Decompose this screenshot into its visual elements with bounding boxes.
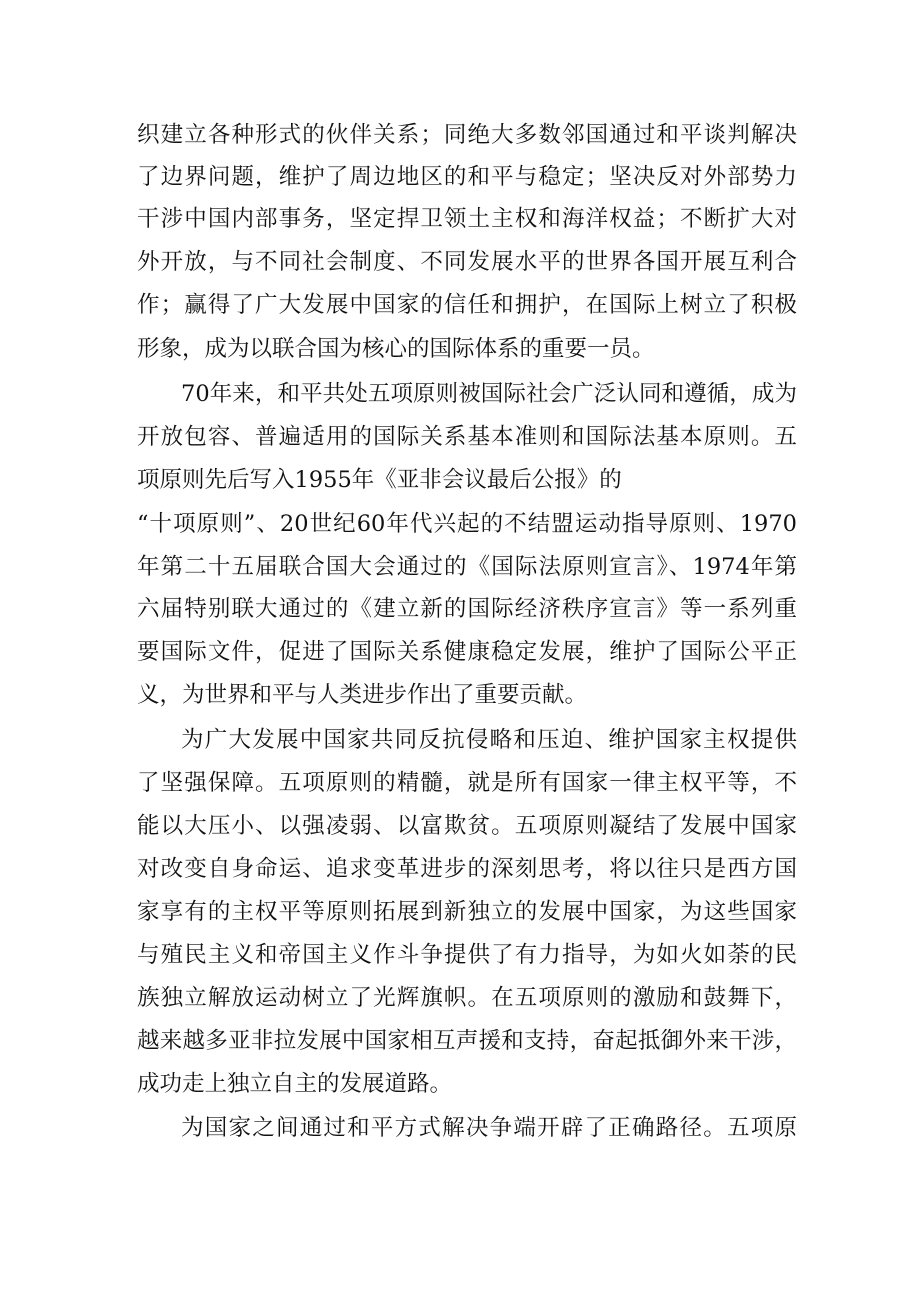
- text-line: 能以大压小、以强凌弱、以富欺贫。五项原则凝结了发展中国家: [137, 813, 797, 839]
- text-line: 项原则先后写入1955年《亚非会议最后公报》的: [137, 467, 622, 493]
- text-line: 外开放，与不同社会制度、不同发展水平的世界各国开展互利合: [137, 249, 797, 275]
- text-line: 越来越多亚非拉发展中国家相互声援和支持，奋起抵御外来干涉，: [137, 1028, 797, 1054]
- text-line: 族独立解放运动树立了光辉旗帜。在五项原则的激励和鼓舞下，: [137, 985, 797, 1011]
- text-line: 织建立各种形式的伙伴关系；同绝大多数邻国通过和平谈判解决: [137, 122, 797, 148]
- text-line: 成功走上独立自主的发展道路。: [137, 1071, 453, 1097]
- text-line: 家享有的主权平等原则拓展到新独立的发展中国家，为这些国家: [137, 899, 797, 925]
- text-line: 与殖民主义和帝国主义作斗争提供了有力指导，为如火如荼的民: [137, 942, 797, 968]
- text-line: 年第二十五届联合国大会通过的《国际法原则宣言》、1974年第: [137, 554, 797, 580]
- text-line: 开放包容、普遍适用的国际关系基本准则和国际法基本原则。五: [137, 424, 797, 450]
- text-line: 了边界问题，维护了周边地区的和平与稳定；坚决反对外部势力: [137, 164, 797, 190]
- text-line: 对改变自身命运、追求变革进步的深刻思考，将以往只是西方国: [137, 856, 797, 882]
- text-line: 了坚强保障。五项原则的精髓，就是所有国家一律主权平等，不: [137, 770, 797, 796]
- text-line: 为国家之间通过和平方式解决争端开辟了正确路径。五项原: [181, 1115, 797, 1141]
- text-line: “十项原则”、20世纪60年代兴起的不结盟运动指导原则、1970: [137, 511, 797, 537]
- text-line: 干涉中国内部事务，坚定捍卫领土主权和海洋权益；不断扩大对: [137, 206, 797, 232]
- text-line: 义，为世界和平与人类进步作出了重要贡献。: [137, 682, 588, 708]
- text-line: 六届特别联大通过的《建立新的国际经济秩序宣言》等一系列重: [137, 596, 797, 622]
- text-line: 70年来，和平共处五项原则被国际社会广泛认同和遵循，成为: [181, 381, 797, 407]
- text-line: 作；赢得了广大发展中国家的信任和拥护，在国际上树立了积极: [137, 292, 797, 318]
- text-line: 形象，成为以联合国为核心的国际体系的重要一员。: [137, 336, 655, 362]
- text-line: 要国际文件，促进了国际关系健康稳定发展，维护了国际公平正: [137, 639, 797, 665]
- text-line: 为广大发展中国家共同反抗侵略和压迫、维护国家主权提供: [181, 727, 797, 753]
